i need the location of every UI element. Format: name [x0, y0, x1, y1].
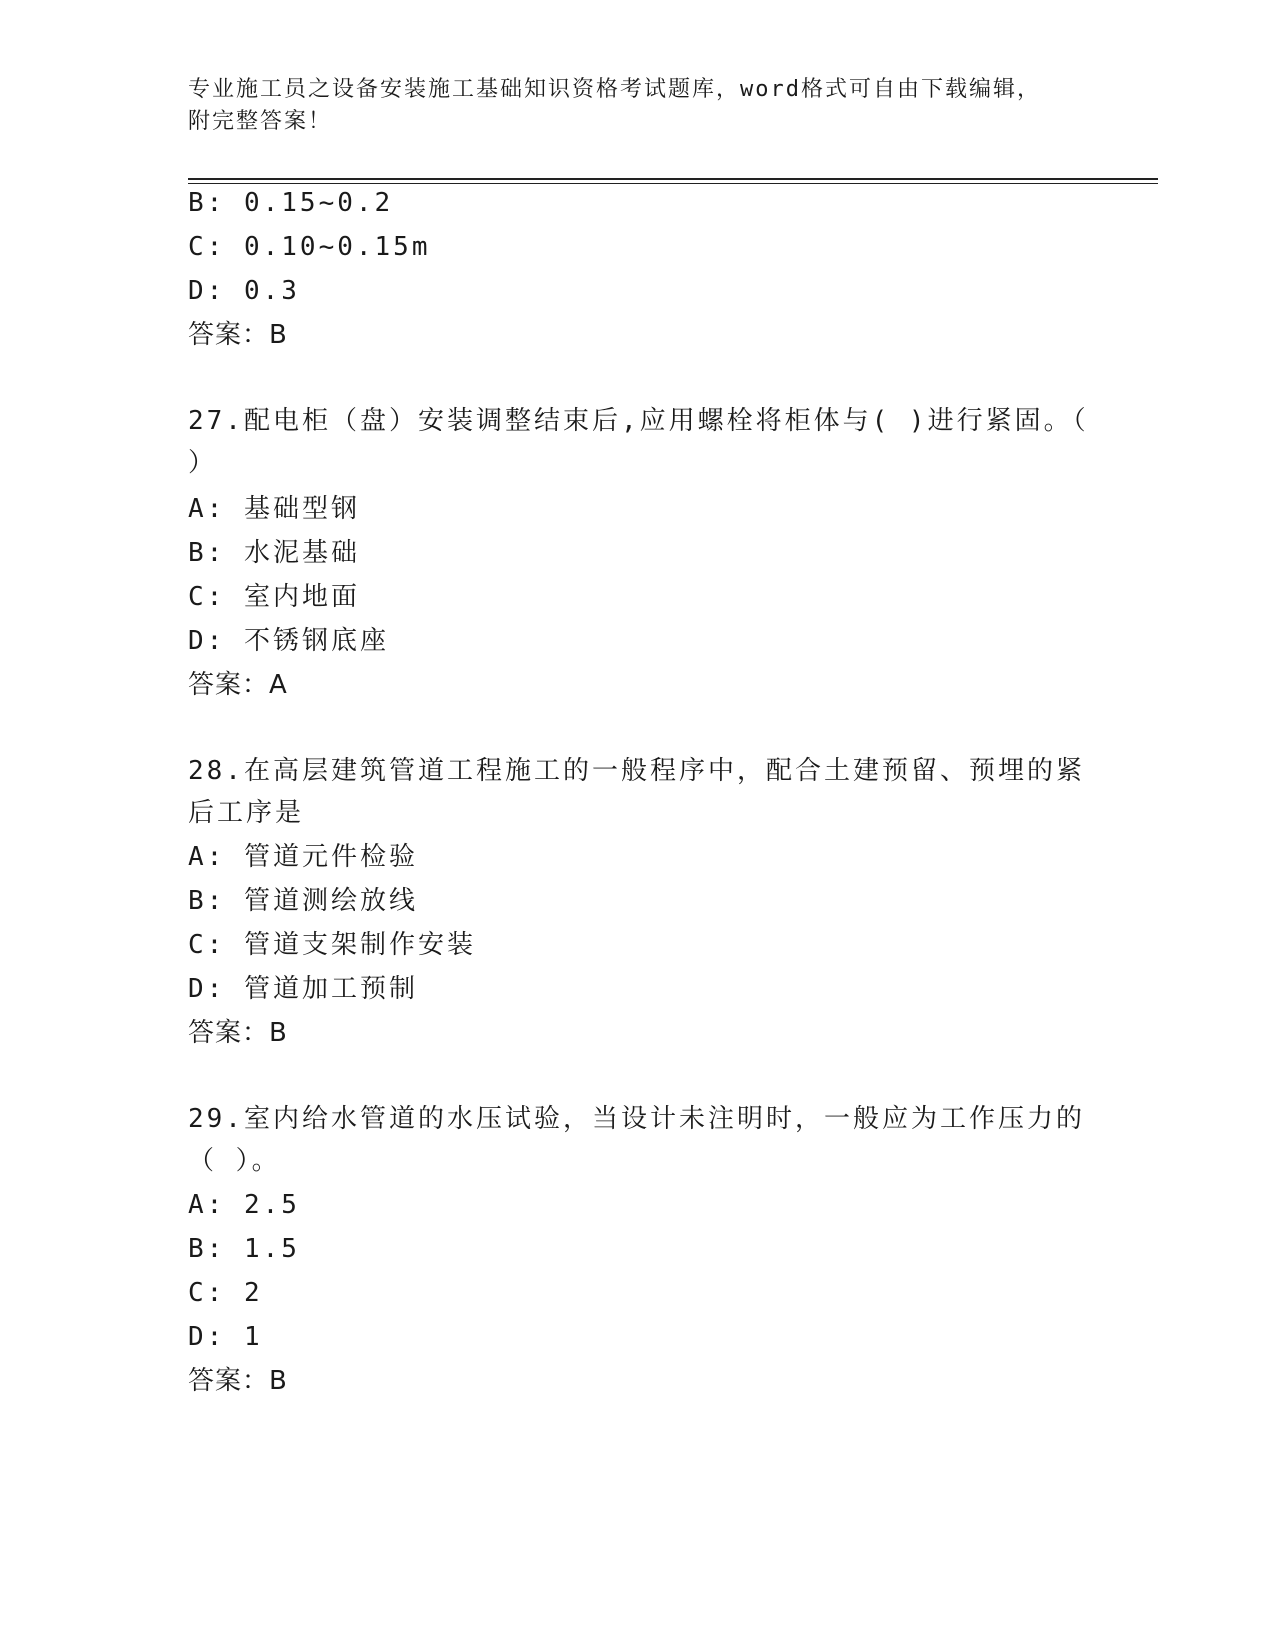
- q28-stem-line-2: 后工序是: [188, 798, 305, 828]
- q29-option-b: B: 1.5: [188, 1234, 300, 1264]
- header-divider-thin: [188, 183, 1158, 184]
- q28-option-a: A: 管道元件检验: [188, 842, 418, 872]
- q28-answer: 答案：B: [188, 1018, 288, 1048]
- q28-option-b: B: 管道测绘放线: [188, 886, 418, 916]
- q29-answer: 答案：B: [188, 1366, 288, 1396]
- q26-option-d: D: 0.3: [188, 276, 300, 306]
- header-line-1: 专业施工员之设备安装施工基础知识资格考试题库，word格式可自由下载编辑，: [188, 77, 1041, 102]
- q26-option-c: C: 0.10~0.15m: [188, 232, 431, 262]
- q27-option-b: B: 水泥基础: [188, 538, 360, 568]
- q27-option-c: C: 室内地面: [188, 582, 360, 612]
- q29-option-a: A: 2.5: [188, 1190, 300, 1220]
- q28-stem-line-1: 28.在高层建筑管道工程施工的一般程序中，配合土建预留、预埋的紧: [188, 756, 1085, 786]
- q26-answer: 答案：B: [188, 320, 288, 350]
- q29-option-c: C: 2: [188, 1278, 263, 1308]
- q27-option-d: D: 不锈钢底座: [188, 626, 389, 656]
- q29-stem-line-2: （ ）。: [188, 1146, 281, 1176]
- q28-option-c: C: 管道支架制作安装: [188, 930, 476, 960]
- q27-answer: 答案：A: [188, 670, 288, 700]
- q26-option-b: B: 0.15~0.2: [188, 188, 394, 218]
- document-header: [188, 74, 1078, 138]
- q29-option-d: D: 1: [188, 1322, 263, 1352]
- q27-stem-line-1: 27.配电柜（盘）安装调整结束后,应用螺栓将柜体与( )进行紧固。（: [188, 406, 1089, 436]
- q29-stem-line-1: 29.室内给水管道的水压试验，当设计未注明时，一般应为工作压力的: [188, 1104, 1085, 1134]
- q27-stem-line-2: ）: [188, 448, 218, 478]
- header-divider-thick: [188, 178, 1158, 180]
- q28-option-d: D: 管道加工预制: [188, 974, 418, 1004]
- header-line-2: 附完整答案！: [188, 109, 333, 134]
- q27-option-a: A: 基础型钢: [188, 494, 360, 524]
